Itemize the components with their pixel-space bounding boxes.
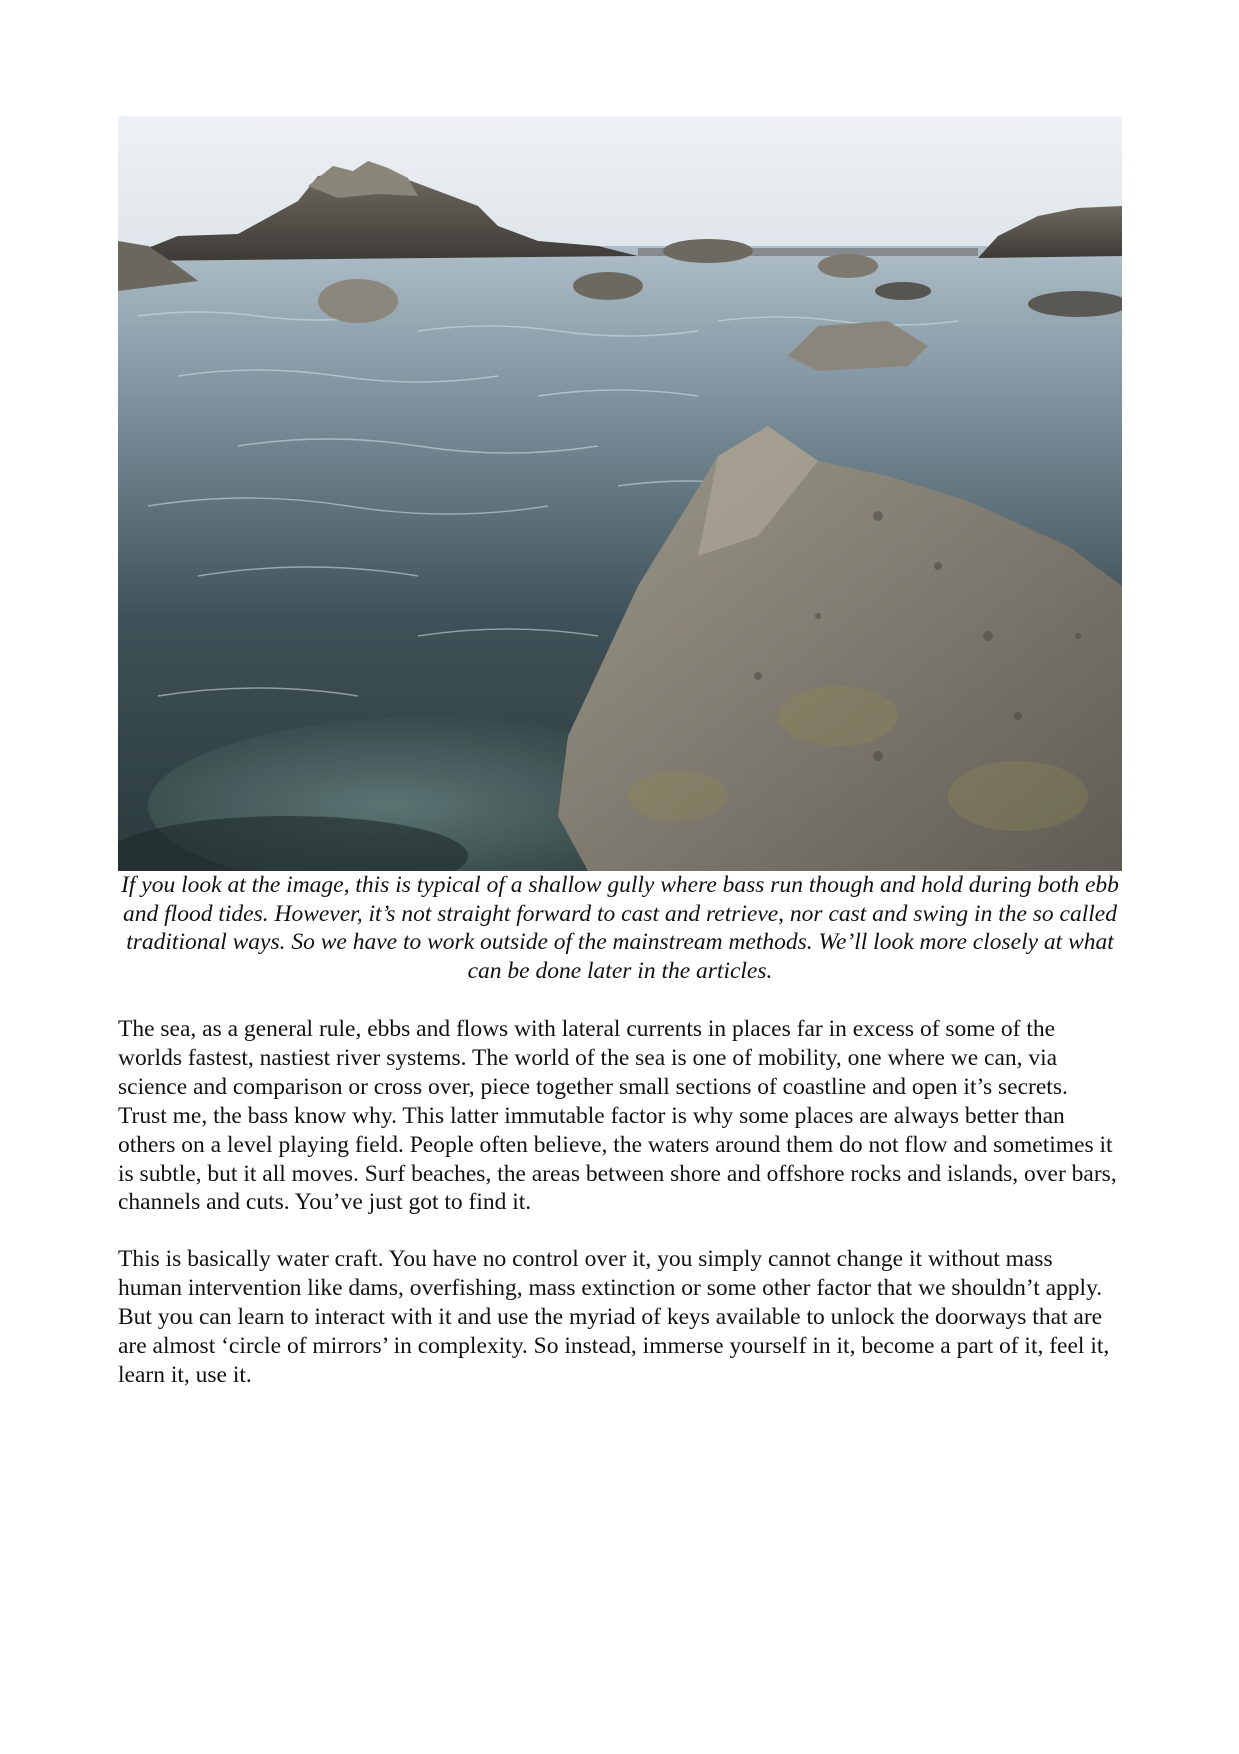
coastal-rocks-photo [118,116,1122,871]
body-paragraph: This is basically water craft. You have no control over it, you simply cannot change it without mass human intervention like dams, overfishing, mass extinction or some other factor that we shouldn’t apply. But you can learn to interact with it and use the myriad of keys available to unlock the doorways that are are almost ‘circle of mirrors’ in complexity. So instead, immerse yourself in it, become a part of it, feel it, learn it, use it. [118,1246,1110,1388]
body-paragraph: The sea, as a general rule, ebbs and flows with lateral currents in places far in excess of some of the worlds fastest, nastiest river systems. The world of the sea is one of mobility, one where we can, via science and comparison or cross over, piece together small sections of coastline and open it’s secrets. Trust me, the bass know why. This latter immutable factor is why some places are always better than others on a level playing field. People often believe, the waters around them do not flow and sometimes it is subtle, but it all moves. Surf beaches, the areas between shore and offshore rocks and islands, over bars, channels and cuts. You’ve just got to find it. [118,1016,1117,1216]
coastal-rocks-illustration [118,116,1122,871]
photo-caption: If you look at the image, this is typical of a shallow gully where bass run though and hold during both ebb and flood tides. However, it’s not straight forward to cast and retrieve, nor cast and swing in the so called traditional ways. So we have to work outside of the mainstream methods. We’ll look more closely at what can be done later in the articles. [121,872,1119,985]
